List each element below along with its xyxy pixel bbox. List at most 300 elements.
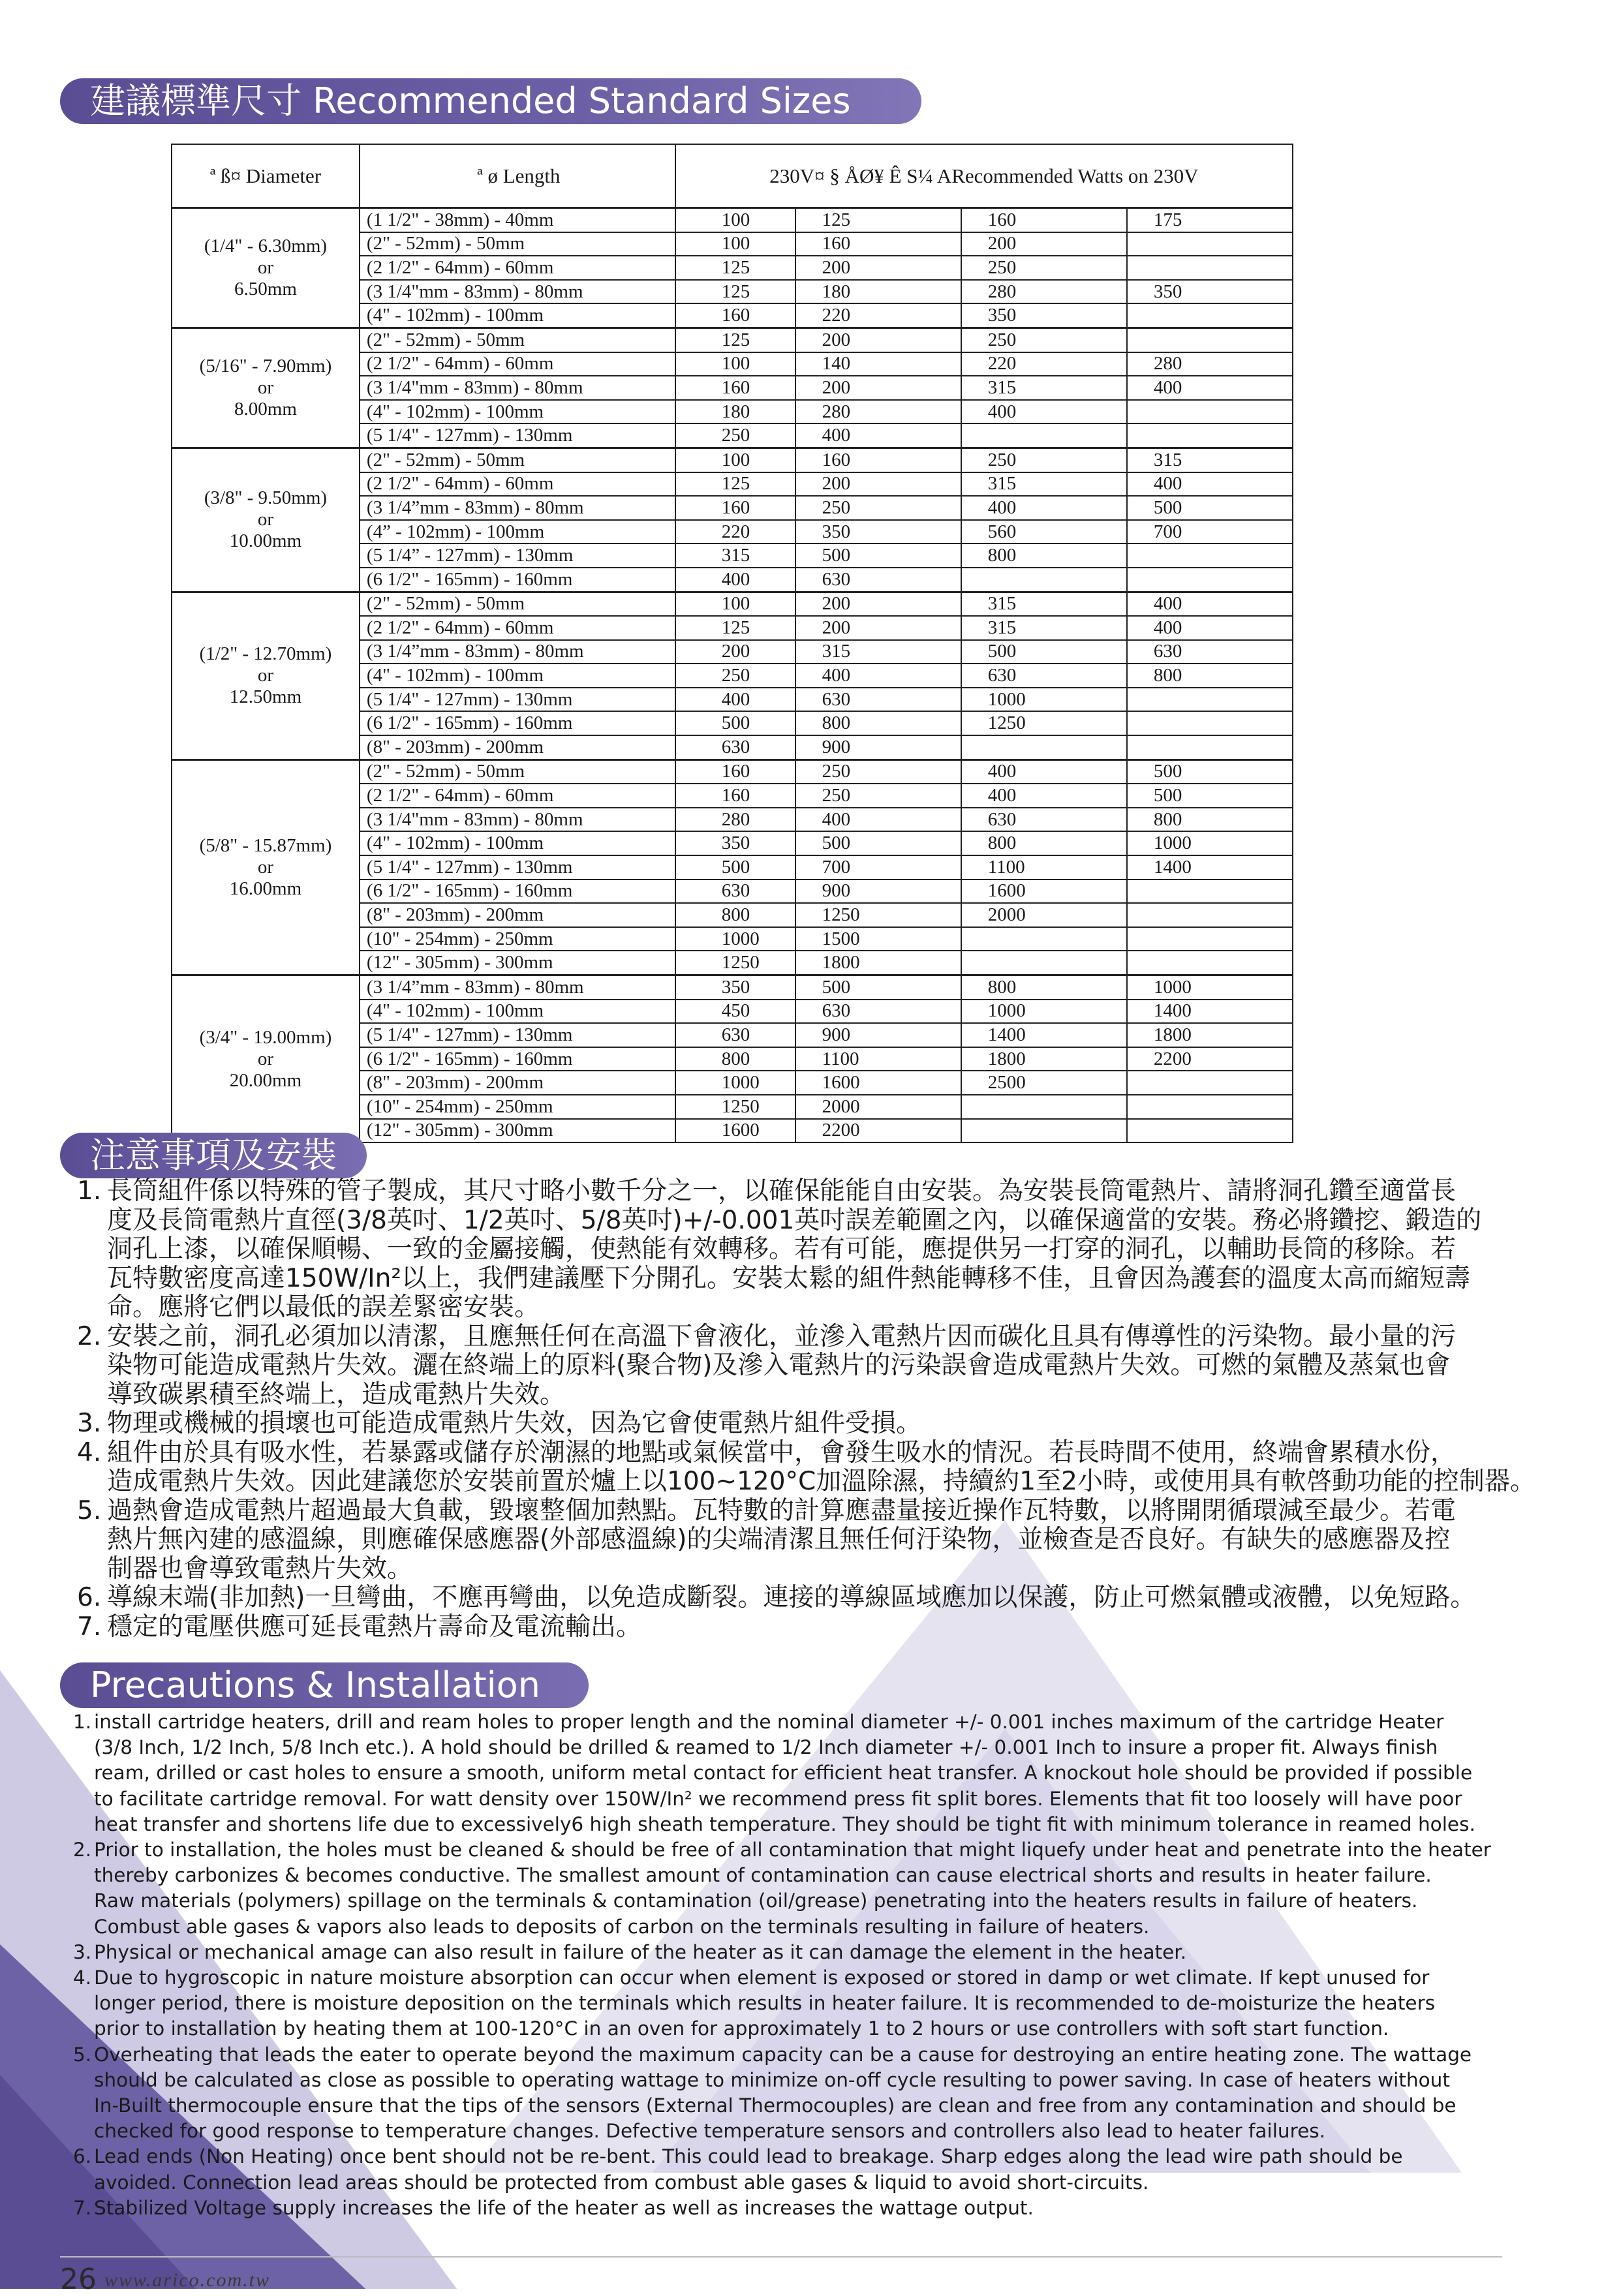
watts-cell: 160 bbox=[675, 303, 795, 328]
item-line: heat transfer and shortens life due to excessively6 high sheath temperature. They should be tight fit with minimum tolerance in reamed holes. bbox=[94, 1813, 1475, 1835]
length-cell: (10" - 254mm) - 250mm bbox=[360, 927, 675, 951]
section-title-notes-zh: 注意事項及安裝 bbox=[60, 1133, 367, 1178]
watts-cell: 125 bbox=[675, 472, 795, 497]
watts-cell: 220 bbox=[675, 520, 795, 544]
diameter-line: 16.00mm bbox=[229, 878, 302, 899]
diameter-cell bbox=[172, 592, 360, 759]
item-line: should be calculated as close as possible to operating wattage to minimize on-off cycle resulting to power saving. In case of heaters without bbox=[94, 2068, 1450, 2091]
watts-cell bbox=[961, 1119, 1127, 1143]
watts-cell: 630 bbox=[675, 880, 795, 904]
watts-cell: 630 bbox=[675, 1023, 795, 1047]
watts-cell: 100 bbox=[675, 448, 795, 472]
watts-cell bbox=[961, 951, 1127, 975]
watts-cell: 400 bbox=[1127, 376, 1293, 400]
item-number: 1. bbox=[77, 1176, 102, 1206]
diameter-cell bbox=[172, 975, 360, 1143]
watts-cell: 250 bbox=[795, 496, 961, 520]
table-body bbox=[172, 208, 1293, 1143]
watts-cell: 900 bbox=[795, 1023, 961, 1047]
watts-cell: 800 bbox=[961, 831, 1127, 855]
length-cell: (2" - 52mm) - 50mm bbox=[360, 328, 675, 352]
table-row bbox=[172, 328, 1293, 352]
note-item bbox=[77, 1584, 1597, 1613]
item-number: 7. bbox=[77, 1612, 102, 1642]
watts-cell: 1000 bbox=[675, 927, 795, 951]
watts-cell: 500 bbox=[675, 711, 795, 735]
watts-cell: 200 bbox=[795, 472, 961, 497]
watts-cell: 2000 bbox=[795, 1095, 961, 1119]
diameter-line: 10.00mm bbox=[229, 530, 302, 552]
item-line: thereby carbonizes & becomes conductive. The smallest amount of contamination can cause electrical shorts and results in heater failure. bbox=[94, 1864, 1432, 1887]
watts-cell bbox=[961, 568, 1127, 592]
length-cell: (4" - 102mm) - 100mm bbox=[360, 303, 675, 328]
length-cell: (2 1/2" - 64mm) - 60mm bbox=[360, 472, 675, 497]
precautions-list bbox=[73, 1709, 1541, 2221]
watts-cell bbox=[1127, 232, 1293, 256]
item-line: 長筒組件係以特殊的管子製成，其尺寸略小數千分之一，以確保能能自由安裝。為安裝長筒電熱片、請將洞孔鑽至適當長 bbox=[107, 1176, 1457, 1206]
watts-cell bbox=[1127, 400, 1293, 424]
watts-cell: 160 bbox=[961, 208, 1127, 232]
length-cell: (2 1/2" - 64mm) - 60mm bbox=[360, 352, 675, 376]
length-cell: (1 1/2" - 38mm) - 40mm bbox=[360, 208, 675, 232]
watts-cell bbox=[961, 927, 1127, 951]
watts-cell: 800 bbox=[675, 903, 795, 927]
watts-cell: 800 bbox=[675, 1047, 795, 1071]
length-cell: (4" - 102mm) - 100mm bbox=[360, 664, 675, 688]
footer-url[interactable]: www.arico.com.tw bbox=[104, 2269, 270, 2291]
item-line: 瓦特數密度高達150W/In²以上，我們建議壓下分開孔。安裝太鬆的組件熱能轉移不佳，且會因為護套的溫度太高而縮短壽 bbox=[107, 1263, 1470, 1293]
watts-cell: 800 bbox=[795, 711, 961, 735]
watts-cell: 200 bbox=[961, 232, 1127, 256]
diameter-line: 8.00mm bbox=[234, 398, 297, 420]
watts-cell: 630 bbox=[675, 735, 795, 759]
watts-cell: 500 bbox=[1127, 759, 1293, 784]
item-number: 3. bbox=[73, 1940, 92, 1963]
length-cell: (5 1/4" - 127mm) - 130mm bbox=[360, 688, 675, 712]
watts-cell: 200 bbox=[795, 328, 961, 352]
watts-cell: 400 bbox=[961, 496, 1127, 520]
diameter-line: (1/4" - 6.30mm) bbox=[204, 235, 328, 256]
watts-cell bbox=[961, 735, 1127, 759]
length-cell: (5 1/4” - 127mm) - 130mm bbox=[360, 543, 675, 568]
length-cell: (6 1/2" - 165mm) - 160mm bbox=[360, 711, 675, 735]
watts-cell: 125 bbox=[675, 328, 795, 352]
item-line: 造成電熱片失效。因此建議您於安裝前置於爐上以100~120°C加溫除濕，持續約1至2小時，或使用具有軟啓動功能的控制器。 bbox=[107, 1467, 1535, 1496]
watts-cell: 1600 bbox=[795, 1071, 961, 1095]
watts-cell: 1400 bbox=[961, 1023, 1127, 1047]
watts-cell: 220 bbox=[795, 303, 961, 328]
watts-cell: 1000 bbox=[675, 1071, 795, 1095]
watts-cell: 125 bbox=[675, 256, 795, 280]
page-number: 26 bbox=[60, 2263, 97, 2296]
watts-cell: 280 bbox=[675, 808, 795, 832]
item-line: 穩定的電壓供應可延長電熱片壽命及電流輸出。 bbox=[107, 1612, 642, 1642]
item-line: 導致碳累積至終端上，造成電熱片失效。 bbox=[107, 1379, 566, 1409]
item-line: avoided. Connection lead areas should be protected from combust able gases & liquid to avoid short-circuits. bbox=[94, 2171, 1149, 2194]
item-line: Due to hygroscopic in nature moisture absorption can occur when element is exposed or stored in damp or wet climate. If kept unused for bbox=[94, 1967, 1430, 1989]
diameter-line: or bbox=[257, 376, 274, 398]
item-line: checked for good response to temperature changes. Defective temperature sensors and controllers also lead to heater failures. bbox=[94, 2120, 1325, 2143]
notes-zh-list bbox=[77, 1177, 1597, 1642]
item-line: Lead ends (Non Heating) once bent should not be re-bent. This could lead to breakage. Sharp edges along the lead wire path should be bbox=[94, 2145, 1403, 2168]
watts-cell bbox=[1127, 1095, 1293, 1119]
watts-cell: 630 bbox=[961, 664, 1127, 688]
watts-cell: 125 bbox=[675, 280, 795, 304]
length-cell: (6 1/2" - 165mm) - 160mm bbox=[360, 1047, 675, 1071]
watts-cell: 1000 bbox=[1127, 831, 1293, 855]
watts-cell: 1800 bbox=[961, 1047, 1127, 1071]
watts-cell: 700 bbox=[1127, 520, 1293, 544]
header-length: ª ø Length bbox=[360, 144, 675, 208]
watts-cell: 1800 bbox=[795, 951, 961, 975]
watts-cell: 350 bbox=[675, 975, 795, 1000]
item-line: Overheating that leads the eater to operate beyond the maximum capacity can be a cause for destroying an entire heating zone. The wattage bbox=[94, 2043, 1472, 2066]
watts-cell: 2000 bbox=[961, 903, 1127, 927]
watts-cell: 1000 bbox=[961, 1000, 1127, 1024]
watts-cell: 160 bbox=[675, 759, 795, 784]
table-row bbox=[172, 592, 1293, 616]
watts-cell: 250 bbox=[961, 448, 1127, 472]
item-line: 命。應將它們以最低的誤差緊密安裝。 bbox=[107, 1293, 540, 1322]
length-cell: (2 1/2" - 64mm) - 60mm bbox=[360, 256, 675, 280]
length-cell: (4" - 102mm) - 100mm bbox=[360, 400, 675, 424]
table-row bbox=[172, 208, 1293, 232]
watts-cell: 200 bbox=[795, 592, 961, 616]
watts-cell: 400 bbox=[961, 759, 1127, 784]
watts-cell bbox=[1127, 1071, 1293, 1095]
watts-cell: 280 bbox=[961, 280, 1127, 304]
item-line: 度及長筒電熱片直徑(3/8英吋、1/2英吋、5/8英吋)+/-0.001英吋誤差範圍之內，以確保適當的安裝。務必將鑽挖、鍛造的 bbox=[107, 1205, 1482, 1235]
watts-cell: 160 bbox=[675, 376, 795, 400]
length-cell: (12" - 305mm) - 300mm bbox=[360, 1119, 675, 1143]
length-cell: (5 1/4" - 127mm) - 130mm bbox=[360, 423, 675, 448]
watts-cell: 1400 bbox=[1127, 1000, 1293, 1024]
length-cell: (3 1/4”mm - 83mm) - 80mm bbox=[360, 975, 675, 1000]
diameter-cell bbox=[172, 208, 360, 328]
watts-cell bbox=[1127, 303, 1293, 328]
item-line: Prior to installation, the holes must be cleaned & should be free of all contamination that might liquefy under heat and penetrate into the heater bbox=[94, 1839, 1491, 1861]
watts-cell: 400 bbox=[795, 808, 961, 832]
watts-cell: 1500 bbox=[795, 927, 961, 951]
recommended-sizes-table bbox=[171, 144, 1293, 1143]
note-item bbox=[77, 1409, 1597, 1439]
watts-cell: 500 bbox=[795, 543, 961, 568]
note-item bbox=[77, 1323, 1597, 1410]
item-line: Stabilized Voltage supply increases the life of the heater as well as increases the wattage output. bbox=[94, 2196, 1034, 2219]
length-cell: (8" - 203mm) - 200mm bbox=[360, 903, 675, 927]
item-number: 3. bbox=[77, 1409, 102, 1438]
length-cell: (2" - 52mm) - 50mm bbox=[360, 592, 675, 616]
watts-cell bbox=[1127, 735, 1293, 759]
watts-cell: 160 bbox=[795, 232, 961, 256]
length-cell: (2 1/2" - 64mm) - 60mm bbox=[360, 616, 675, 640]
length-cell: (4” - 102mm) - 100mm bbox=[360, 520, 675, 544]
watts-cell: 200 bbox=[675, 640, 795, 664]
item-line: install cartridge heaters, drill and ream holes to proper length and the nominal diameter +/- 0.001 inches maximum of the cartridge Heater bbox=[94, 1711, 1444, 1733]
watts-cell: 700 bbox=[795, 855, 961, 880]
watts-cell: 630 bbox=[1127, 640, 1293, 664]
watts-cell: 250 bbox=[795, 784, 961, 808]
watts-cell: 630 bbox=[795, 1000, 961, 1024]
watts-cell: 2200 bbox=[1127, 1047, 1293, 1071]
item-number: 1. bbox=[73, 1711, 92, 1733]
precaution-item bbox=[73, 1709, 1541, 1837]
watts-cell: 500 bbox=[795, 975, 961, 1000]
diameter-cell bbox=[172, 759, 360, 975]
watts-cell: 220 bbox=[961, 352, 1127, 376]
watts-cell: 100 bbox=[675, 208, 795, 232]
watts-cell: 400 bbox=[675, 568, 795, 592]
watts-cell: 250 bbox=[961, 328, 1127, 352]
item-line: 制器也會導致電熱片失效。 bbox=[107, 1554, 413, 1584]
watts-cell: 800 bbox=[961, 975, 1127, 1000]
item-number: 4. bbox=[77, 1437, 102, 1467]
length-cell: (8" - 203mm) - 200mm bbox=[360, 735, 675, 759]
length-cell: (12" - 305mm) - 300mm bbox=[360, 951, 675, 975]
note-item bbox=[77, 1177, 1597, 1323]
watts-cell: 800 bbox=[1127, 808, 1293, 832]
watts-cell: 315 bbox=[1127, 448, 1293, 472]
watts-cell: 400 bbox=[795, 664, 961, 688]
item-line: 染物可能造成電熱片失效。灑在終端上的原料(聚合物)及滲入電熱片的污染誤會造成電熱片失效。可燃的氣體及蒸氣也會 bbox=[107, 1351, 1451, 1380]
watts-cell: 250 bbox=[961, 256, 1127, 280]
watts-cell: 1000 bbox=[1127, 975, 1293, 1000]
item-number: 7. bbox=[73, 2196, 92, 2219]
watts-cell: 500 bbox=[675, 855, 795, 880]
length-cell: (3 1/4”mm - 83mm) - 80mm bbox=[360, 640, 675, 664]
watts-cell bbox=[961, 423, 1127, 448]
item-line: Physical or mechanical amage can also result in failure of the heater as it can damage the element in the heater. bbox=[94, 1940, 1187, 1963]
watts-cell bbox=[1127, 927, 1293, 951]
item-line: 過熱會造成電熱片超過最大負載，毀壞整個加熱點。瓦特數的計算應盡量接近操作瓦特數，以將開閉循環減至最少。若電 bbox=[107, 1495, 1457, 1525]
item-line: Raw materials (polymers) spillage on the terminals & contamination (oil/grease) penetrating into the heaters results in failure of heaters. bbox=[94, 1890, 1418, 1912]
watts-cell: 315 bbox=[795, 640, 961, 664]
diameter-line: or bbox=[257, 509, 274, 530]
note-item bbox=[77, 1439, 1597, 1497]
length-cell: (8" - 203mm) - 200mm bbox=[360, 1071, 675, 1095]
watts-cell: 180 bbox=[795, 280, 961, 304]
watts-cell: 1250 bbox=[795, 903, 961, 927]
watts-cell: 1250 bbox=[675, 951, 795, 975]
watts-cell bbox=[1127, 951, 1293, 975]
precaution-item bbox=[73, 2144, 1541, 2195]
watts-cell bbox=[1127, 328, 1293, 352]
watts-cell: 800 bbox=[961, 543, 1127, 568]
length-cell: (2 1/2" - 64mm) - 60mm bbox=[360, 784, 675, 808]
length-cell: (3 1/4"mm - 83mm) - 80mm bbox=[360, 808, 675, 832]
item-line: In-Built thermocouple ensure that the tips of the sensors (External Thermocouples) are clean and free from any contamination and should be bbox=[94, 2094, 1457, 2117]
item-line: 洞孔上漆，以確保順暢、一致的金屬接觸，使熱能有效轉移。若有可能，應提供另一打穿的洞孔，以輔助長筒的移除。若 bbox=[107, 1234, 1457, 1264]
precaution-item bbox=[73, 1965, 1541, 2042]
length-cell: (3 1/4"mm - 83mm) - 80mm bbox=[360, 280, 675, 304]
length-cell: (6 1/2" - 165mm) - 160mm bbox=[360, 568, 675, 592]
precaution-item bbox=[73, 1837, 1541, 1940]
watts-cell: 250 bbox=[675, 423, 795, 448]
watts-cell: 160 bbox=[795, 448, 961, 472]
watts-cell: 630 bbox=[961, 808, 1127, 832]
watts-cell: 280 bbox=[1127, 352, 1293, 376]
item-line: prior to installation by heating them at 100-120°C in an oven for approximately 1 to 2 hours or use controllers with soft start function. bbox=[94, 2017, 1389, 2040]
watts-cell: 900 bbox=[795, 735, 961, 759]
watts-cell bbox=[1127, 903, 1293, 927]
watts-cell: 2200 bbox=[795, 1119, 961, 1143]
watts-cell: 160 bbox=[675, 784, 795, 808]
table-header-row bbox=[172, 144, 1293, 208]
watts-cell: 315 bbox=[961, 616, 1127, 640]
watts-cell: 630 bbox=[795, 568, 961, 592]
table-row bbox=[172, 975, 1293, 1000]
watts-cell: 280 bbox=[795, 400, 961, 424]
diameter-line: or bbox=[257, 856, 274, 878]
watts-cell: 500 bbox=[795, 831, 961, 855]
watts-cell: 500 bbox=[1127, 496, 1293, 520]
watts-cell: 1400 bbox=[1127, 855, 1293, 880]
watts-cell: 450 bbox=[675, 1000, 795, 1024]
item-line: to facilitate cartridge removal. For watt density over 150W/In² we recommend press fit split bores. Elements that fit too loosely will have poor bbox=[94, 1787, 1462, 1810]
watts-cell: 200 bbox=[795, 256, 961, 280]
table-row bbox=[172, 759, 1293, 784]
watts-cell bbox=[1127, 1119, 1293, 1143]
watts-cell: 250 bbox=[675, 664, 795, 688]
header-watts: 230V¤ § ÅØ¥ Ê S¼ ARecommended Watts on 230V bbox=[675, 144, 1293, 208]
length-cell: (5 1/4" - 127mm) - 130mm bbox=[360, 1023, 675, 1047]
length-cell: (4" - 102mm) - 100mm bbox=[360, 831, 675, 855]
item-line: 組件由於具有吸水性，若暴露或儲存於潮濕的地點或氣候當中，會發生吸水的情況。若長時間不使用，終端會累積水份， bbox=[107, 1437, 1457, 1467]
item-line: 導線末端(非加熱)一旦彎曲，不應再彎曲，以免造成斷裂。連接的導線區域應加以保護，防止可燃氣體或液體，以免短路。 bbox=[107, 1583, 1476, 1612]
watts-cell: 1000 bbox=[961, 688, 1127, 712]
length-cell: (5 1/4" - 127mm) - 130mm bbox=[360, 855, 675, 880]
watts-cell: 100 bbox=[675, 592, 795, 616]
watts-cell: 400 bbox=[1127, 592, 1293, 616]
precaution-item bbox=[73, 1940, 1541, 1965]
watts-cell: 140 bbox=[795, 352, 961, 376]
section-title-precautions: Precautions & Installation bbox=[60, 1662, 589, 1708]
watts-cell: 800 bbox=[1127, 664, 1293, 688]
watts-cell: 1800 bbox=[1127, 1023, 1293, 1047]
precaution-item bbox=[73, 2042, 1541, 2145]
diameter-line: 20.00mm bbox=[229, 1069, 302, 1091]
watts-cell: 315 bbox=[961, 376, 1127, 400]
watts-cell: 1250 bbox=[961, 711, 1127, 735]
length-cell: (4" - 102mm) - 100mm bbox=[360, 1000, 675, 1024]
length-cell: (6 1/2" - 165mm) - 160mm bbox=[360, 880, 675, 904]
diameter-line: 12.50mm bbox=[229, 686, 302, 708]
watts-cell: 160 bbox=[675, 496, 795, 520]
watts-cell bbox=[1127, 543, 1293, 568]
watts-cell: 350 bbox=[1127, 280, 1293, 304]
watts-cell: 400 bbox=[961, 400, 1127, 424]
watts-cell bbox=[1127, 711, 1293, 735]
diameter-line: (5/16" - 7.90mm) bbox=[199, 355, 332, 376]
watts-cell bbox=[1127, 568, 1293, 592]
diameter-line: or bbox=[257, 665, 274, 686]
diameter-line: (3/8" - 9.50mm) bbox=[204, 487, 328, 509]
item-line: longer period, there is moisture deposition on the terminals which results in heater failure. It is recommended to de-moisturize the heaters bbox=[94, 1992, 1436, 2015]
watts-cell: 2500 bbox=[961, 1071, 1127, 1095]
length-cell: (2" - 52mm) - 50mm bbox=[360, 448, 675, 472]
watts-cell bbox=[1127, 423, 1293, 448]
watts-cell: 1100 bbox=[795, 1047, 961, 1071]
item-number: 5. bbox=[73, 2043, 92, 2066]
watts-cell: 500 bbox=[1127, 784, 1293, 808]
diameter-line: or bbox=[257, 256, 274, 278]
watts-cell: 1100 bbox=[961, 855, 1127, 880]
watts-cell bbox=[1127, 688, 1293, 712]
watts-cell: 630 bbox=[795, 688, 961, 712]
item-number: 6. bbox=[73, 2145, 92, 2168]
watts-cell: 315 bbox=[961, 472, 1127, 497]
watts-cell bbox=[1127, 880, 1293, 904]
note-item bbox=[77, 1613, 1597, 1642]
watts-cell: 900 bbox=[795, 880, 961, 904]
item-line: 安裝之前，洞孔必須加以清潔，且應無任何在高溫下會液化，並滲入電熱片因而碳化且具有傳導性的污染物。最小量的污 bbox=[107, 1321, 1457, 1351]
watts-cell: 350 bbox=[675, 831, 795, 855]
watts-cell: 350 bbox=[795, 520, 961, 544]
diameter-line: or bbox=[257, 1048, 274, 1069]
item-number: 6. bbox=[77, 1583, 102, 1612]
item-line: ream, drilled or cast holes to ensure a smooth, uniform metal contact for efficient heat transfer. A knockout hole should be provided if possible bbox=[94, 1762, 1473, 1784]
table-row bbox=[172, 448, 1293, 472]
watts-cell: 400 bbox=[1127, 616, 1293, 640]
diameter-line: (3/4" - 19.00mm) bbox=[199, 1026, 332, 1048]
item-number: 2. bbox=[73, 1839, 92, 1861]
footer-divider bbox=[60, 2256, 1502, 2258]
length-cell: (10" - 254mm) - 250mm bbox=[360, 1095, 675, 1119]
diameter-cell bbox=[172, 448, 360, 592]
watts-cell: 1250 bbox=[675, 1095, 795, 1119]
watts-cell: 400 bbox=[795, 423, 961, 448]
watts-cell: 400 bbox=[961, 784, 1127, 808]
precaution-item bbox=[73, 2196, 1541, 2221]
diameter-line: (1/2" - 12.70mm) bbox=[199, 643, 332, 665]
section-title-sizes: 建議標準尺寸 Recommended Standard Sizes bbox=[60, 78, 921, 124]
length-cell: (2" - 52mm) - 50mm bbox=[360, 232, 675, 256]
watts-cell: 560 bbox=[961, 520, 1127, 544]
watts-cell: 125 bbox=[795, 208, 961, 232]
diameter-line: 6.50mm bbox=[234, 278, 297, 299]
watts-cell: 250 bbox=[795, 759, 961, 784]
watts-cell: 100 bbox=[675, 232, 795, 256]
diameter-line: (5/8" - 15.87mm) bbox=[199, 834, 332, 856]
header-diameter: ª ß¤ Diameter bbox=[172, 144, 360, 208]
length-cell: (2" - 52mm) - 50mm bbox=[360, 759, 675, 784]
watts-cell: 125 bbox=[675, 616, 795, 640]
watts-cell: 350 bbox=[961, 303, 1127, 328]
item-line: (3/8 Inch, 1/2 Inch, 5/8 Inch etc.). A hold should be drilled & reamed to 1/2 Inch diameter +/- 0.001 Inch to insure a proper fit. Always finish bbox=[94, 1736, 1438, 1759]
watts-cell: 200 bbox=[795, 616, 961, 640]
watts-cell: 175 bbox=[1127, 208, 1293, 232]
watts-cell: 200 bbox=[795, 376, 961, 400]
item-line: 物理或機械的損壞也可能造成電熱片失效，因為它會使電熱片組件受損。 bbox=[107, 1409, 922, 1438]
watts-cell: 1600 bbox=[961, 880, 1127, 904]
watts-cell: 180 bbox=[675, 400, 795, 424]
watts-cell: 315 bbox=[675, 543, 795, 568]
note-item bbox=[77, 1497, 1597, 1584]
watts-cell: 500 bbox=[961, 640, 1127, 664]
item-line: 熱片無內建的感溫線，則應確保感應器(外部感溫線)的尖端清潔且無任何汙染物，並檢查是否良好。有缺失的感應器及控 bbox=[107, 1525, 1451, 1554]
watts-cell: 400 bbox=[675, 688, 795, 712]
watts-cell: 100 bbox=[675, 352, 795, 376]
item-number: 5. bbox=[77, 1495, 102, 1525]
length-cell: (3 1/4”mm - 83mm) - 80mm bbox=[360, 496, 675, 520]
diameter-cell bbox=[172, 328, 360, 448]
item-number: 2. bbox=[77, 1321, 102, 1351]
watts-cell: 1600 bbox=[675, 1119, 795, 1143]
watts-cell bbox=[961, 1095, 1127, 1119]
length-cell: (3 1/4"mm - 83mm) - 80mm bbox=[360, 376, 675, 400]
item-line: Combust able gases & vapors also leads to deposits of carbon on the terminals resulting in failure of heaters. bbox=[94, 1915, 1150, 1938]
item-number: 4. bbox=[73, 1967, 92, 1989]
